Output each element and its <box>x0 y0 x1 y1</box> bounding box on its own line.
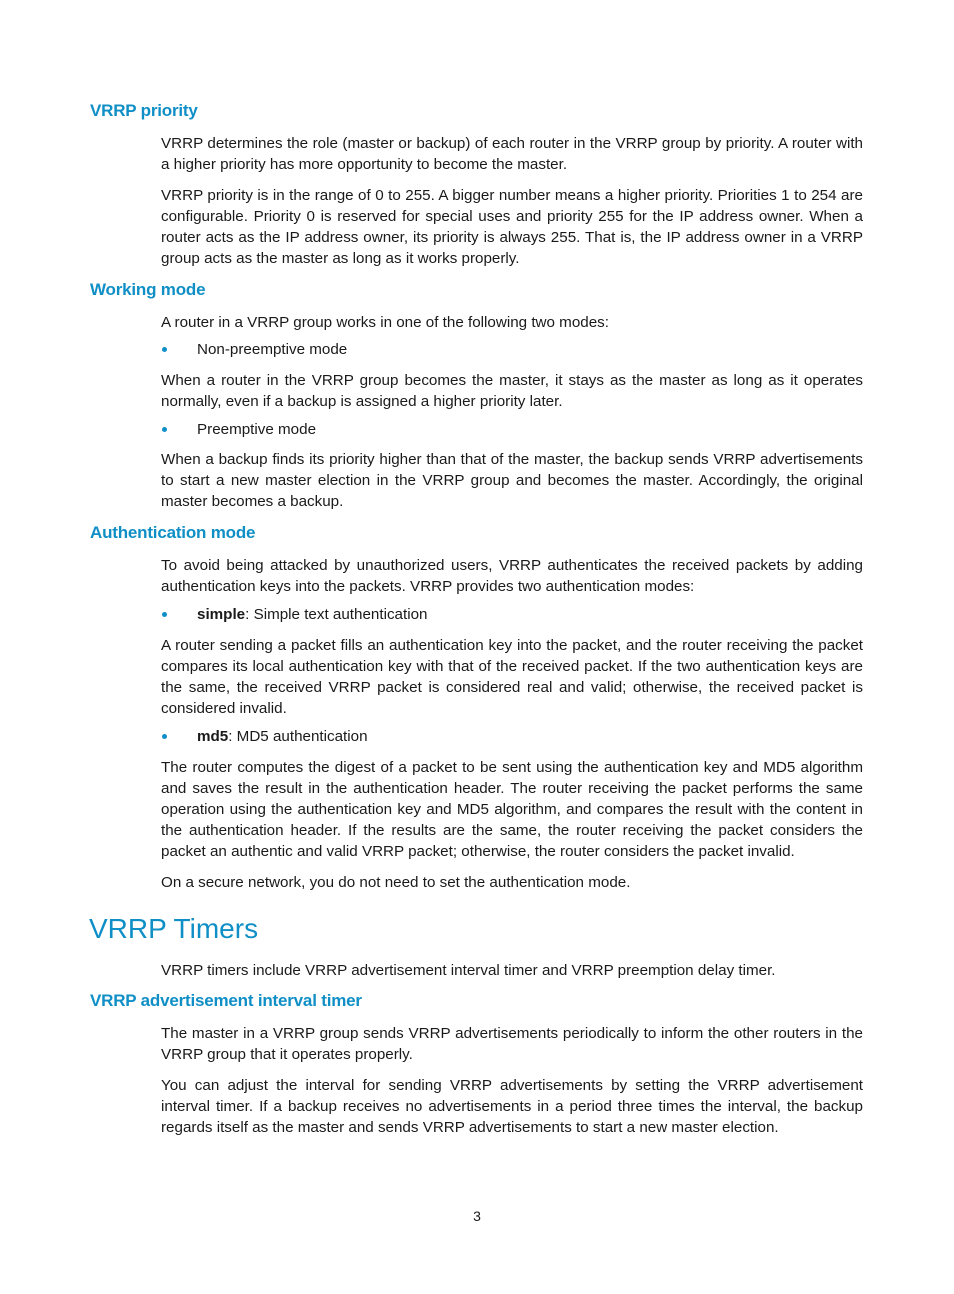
bullet-icon <box>162 612 167 617</box>
heading-working-mode: Working mode <box>90 280 206 299</box>
keyword-md5: md5 <box>197 728 229 745</box>
paragraph: The router computes the digest of a packet to be sent using the authentication key and MD5 algorithm and saves the result in the authentication header. The router receiving the packet performs the same operation using the authentication key and MD5 algorithm, and compares the result with the content in the authentication header. If the results are the same, the router receiving the packet considers the packet an authentic and valid VRRP packet; otherwise, the router considers the packet invalid. <box>161 759 863 860</box>
list-item-text: Preemptive mode <box>197 421 317 438</box>
paragraph: VRRP determines the role (master or backup) of each router in the VRRP group by priority. A router with a higher priority has more opportunity to become the master. <box>161 135 863 173</box>
paragraph: VRRP priority is in the range of 0 to 255. A bigger number means a higher priority. Priorities 1 to 254 are configurable. Priority 0 is reserved for special uses and priority 255 for the IP address owner. When a router acts as the IP address owner, its priority is always 255. That is, the IP address owner in a VRRP group acts as the master as long as it works properly. <box>161 187 863 267</box>
paragraph: A router sending a packet fills an authentication key into the packet, and the router receiving the packet compares its local authentication key with that of the received packet. If the two authentication keys are the same, the received VRRP packet is considered real and valid; otherwise, the received packet is considered invalid. <box>161 637 863 717</box>
list-item-text: md5: MD5 authentication <box>197 728 368 745</box>
heading-vrrp-priority: VRRP priority <box>90 101 198 120</box>
paragraph: When a backup finds its priority higher than that of the master, the backup sends VRRP advertisements to start a new master election in the VRRP group and becomes the master. Accordingly, the original master becomes a backup. <box>161 451 863 510</box>
paragraph: You can adjust the interval for sending VRRP advertisements by setting the VRRP advertisement interval timer. If a backup receives no advertisements in a period three times the interval, the backup regards itself as the master and sends VRRP advertisements to start a new master election. <box>161 1077 863 1136</box>
paragraph: The master in a VRRP group sends VRRP advertisements periodically to inform the other routers in the VRRP group that it operates properly. <box>161 1025 863 1063</box>
bullet-icon <box>162 347 167 352</box>
page-number: 3 <box>473 1208 481 1224</box>
bullet-icon <box>162 734 167 739</box>
paragraph: On a secure network, you do not need to set the authentication mode. <box>161 874 631 891</box>
bullet-icon <box>162 427 167 432</box>
paragraph: VRRP timers include VRRP advertisement interval timer and VRRP preemption delay timer. <box>161 962 776 979</box>
heading-authentication-mode: Authentication mode <box>90 523 256 542</box>
keyword-simple: simple <box>197 606 246 623</box>
paragraph: A router in a VRRP group works in one of the following two modes: <box>161 314 609 331</box>
paragraph: When a router in the VRRP group becomes the master, it stays as the master as long as it operates normally, even if a backup is assigned a higher priority later. <box>161 372 863 410</box>
heading-vrrp-advertisement-interval-timer: VRRP advertisement interval timer <box>90 991 362 1010</box>
list-item-text: simple: Simple text authentication <box>197 606 428 623</box>
heading-vrrp-timers: VRRP Timers <box>89 913 259 944</box>
list-item-text: Non-preemptive mode <box>197 341 348 358</box>
paragraph: To avoid being attacked by unauthorized users, VRRP authenticates the received packets by adding authentication keys into the packets. VRRP provides two authentication modes: <box>161 557 863 595</box>
